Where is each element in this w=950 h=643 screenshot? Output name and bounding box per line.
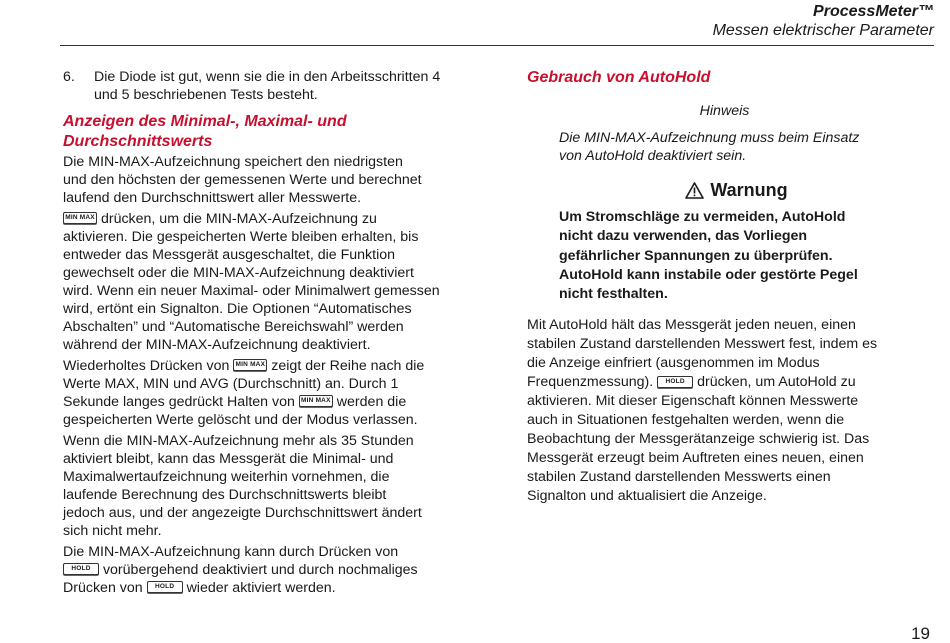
text-line: nicht dazu verwenden, das Vorliegen xyxy=(559,228,808,245)
text-line: Messgerät erzeugt beim Auftreten eines neuen, einen xyxy=(527,450,864,467)
step-6 xyxy=(63,68,483,104)
text-line: Die MIN-MAX-Aufzeichnung kann durch Drücken von xyxy=(63,544,399,560)
minmax-key-icon: MIN MAX xyxy=(299,395,333,407)
step-text-line: und 5 beschriebenen Tests besteht. xyxy=(94,87,318,103)
text-line: wird, ertönt ein Signalton. Die Optionen “Automatisches xyxy=(63,301,412,317)
minmax-key-icon: MIN MAX xyxy=(63,212,97,224)
chapter-title: Messen elektrischer Parameter xyxy=(712,22,934,39)
text-line: Um Stromschläge zu vermeiden, AutoHold xyxy=(559,209,846,225)
text-line: von AutoHold deaktiviert sein. xyxy=(559,148,747,164)
minmax-cycle xyxy=(63,357,483,429)
left-column xyxy=(63,68,483,600)
text-line: laufend den Durchschnittswert aller Messwerte. xyxy=(63,190,362,206)
warning-title xyxy=(527,179,922,201)
heading-line: Durchschnittswerts xyxy=(63,133,213,150)
text-line: Mit AutoHold hält das Messgerät jeden neuen, einen xyxy=(527,317,856,334)
text-line: Die MIN-MAX-Aufzeichnung muss beim Einsatz xyxy=(559,130,860,146)
text-line: und den höchsten der gemessenen Werte und berechnet xyxy=(63,172,422,188)
text-fragment: Frequenzmessung). xyxy=(527,374,654,391)
warning-triangle-icon xyxy=(685,182,704,199)
text-line: die Anzeige einfriert (ausgenommen im Modus xyxy=(527,355,820,372)
text-fragment: Wiederholtes Drücken von xyxy=(63,358,230,374)
page-number: 19 xyxy=(911,624,930,643)
text-line: Beobachtung der Messgerätanzeige schwierig ist. Das xyxy=(527,431,870,448)
text-line: gefährlicher Spannungen zu überprüfen. xyxy=(559,247,833,264)
text-line: drücken, um die MIN-MAX-Aufzeichnung zu xyxy=(100,211,377,227)
text-fragment: werden die xyxy=(336,394,407,410)
text-line: Wenn die MIN-MAX-Aufzeichnung mehr als 35 Stunden xyxy=(63,433,414,449)
text-line: Abschalten” und “Automatische Bereichswahl” werden xyxy=(63,319,404,335)
text-line: laufende Berechnung des Durchschnittswerts bleibt xyxy=(63,487,387,503)
step-number: 6. xyxy=(63,69,75,85)
step-text-line: Die Diode ist gut, wenn sie die in den Arbeitsschritten 4 xyxy=(94,69,441,85)
text-fragment: Drücken von xyxy=(63,580,143,596)
text-line: wird. Wenn ein neuer Maximal- oder Minimalwert gemessen xyxy=(63,283,440,299)
hold-key-icon: HOLD xyxy=(63,563,99,575)
heading-line: Anzeigen des Minimal-, Maximal- und xyxy=(63,113,347,130)
text-fragment: vorübergehend deaktiviert und durch nochmaliges xyxy=(102,562,418,578)
text-line: Die MIN-MAX-Aufzeichnung speichert den niedrigsten xyxy=(63,154,403,170)
minmax-intro xyxy=(63,153,483,207)
minmax-activate xyxy=(63,210,483,354)
text-line: entweder das Messgerät ausgeschaltet, die Funktion xyxy=(63,247,396,263)
text-fragment: drücken, um AutoHold zu xyxy=(697,374,856,391)
text-fragment: wieder aktiviert werden. xyxy=(186,580,336,596)
text-line: stabilen Zustand darstellenden Messwerts einen xyxy=(527,469,831,486)
autohold-body xyxy=(527,316,922,506)
text-line: gespeicherten Werte gelöscht und der Modus verlassen. xyxy=(63,412,418,428)
manual-title: ProcessMeter™ xyxy=(813,3,934,20)
minmax-hold-toggle xyxy=(63,543,483,597)
text-line: stabilen Zustand darstellenden Messwert fest, indem es xyxy=(527,336,878,353)
text-line: aktiviert bleibt, kann das Messgerät die Minimal- und xyxy=(63,451,394,467)
text-line: Maximalwertaufzeichnung weiterhin vornehmen, die xyxy=(63,469,390,485)
text-fragment: Sekunde langes gedrückt Halten von xyxy=(63,394,295,410)
text-line: jedoch aus, und der angezeigte Durchschnittswert ändert xyxy=(63,505,422,521)
warning-title-text: Warnung xyxy=(710,180,788,200)
right-column xyxy=(527,68,922,509)
autohold-heading: Gebrauch von AutoHold xyxy=(527,69,711,86)
hold-key-icon: HOLD xyxy=(657,376,693,388)
note-label: Hinweis xyxy=(699,103,750,119)
text-line: AutoHold kann instabile oder gestörte Pegel xyxy=(559,266,858,283)
warning-text xyxy=(559,208,922,304)
text-line: gewechselt oder die MIN-MAX-Aufzeichnung deaktiviert xyxy=(63,265,414,281)
minmax-key-icon: MIN MAX xyxy=(233,359,267,371)
text-line: auch in Situationen festgehalten werden, wenn die xyxy=(527,412,845,429)
text-fragment: zeigt der Reihe nach die xyxy=(271,358,425,374)
minmax-35h-note xyxy=(63,432,483,540)
text-line: Werte MAX, MIN und AVG (Durchschnitt) an. Durch 1 xyxy=(63,376,399,392)
step-text xyxy=(94,68,440,104)
text-line: sich nicht mehr. xyxy=(63,523,162,539)
text-line: während der MIN-MAX-Aufzeichnung deaktiviert. xyxy=(63,337,371,353)
hold-key-icon: HOLD xyxy=(147,581,183,593)
header-rule xyxy=(60,45,934,46)
text-line: nicht festhalten. xyxy=(559,286,668,303)
text-line: aktivieren. Mit dieser Eigenschaft können Messwerte xyxy=(527,393,859,410)
text-line: Signalton und aktualisiert die Anzeige. xyxy=(527,488,767,505)
note-text xyxy=(559,129,922,165)
minmax-heading xyxy=(63,112,483,152)
text-line: aktivieren. Die gespeicherten Werte bleiben erhalten, bis xyxy=(63,229,419,245)
